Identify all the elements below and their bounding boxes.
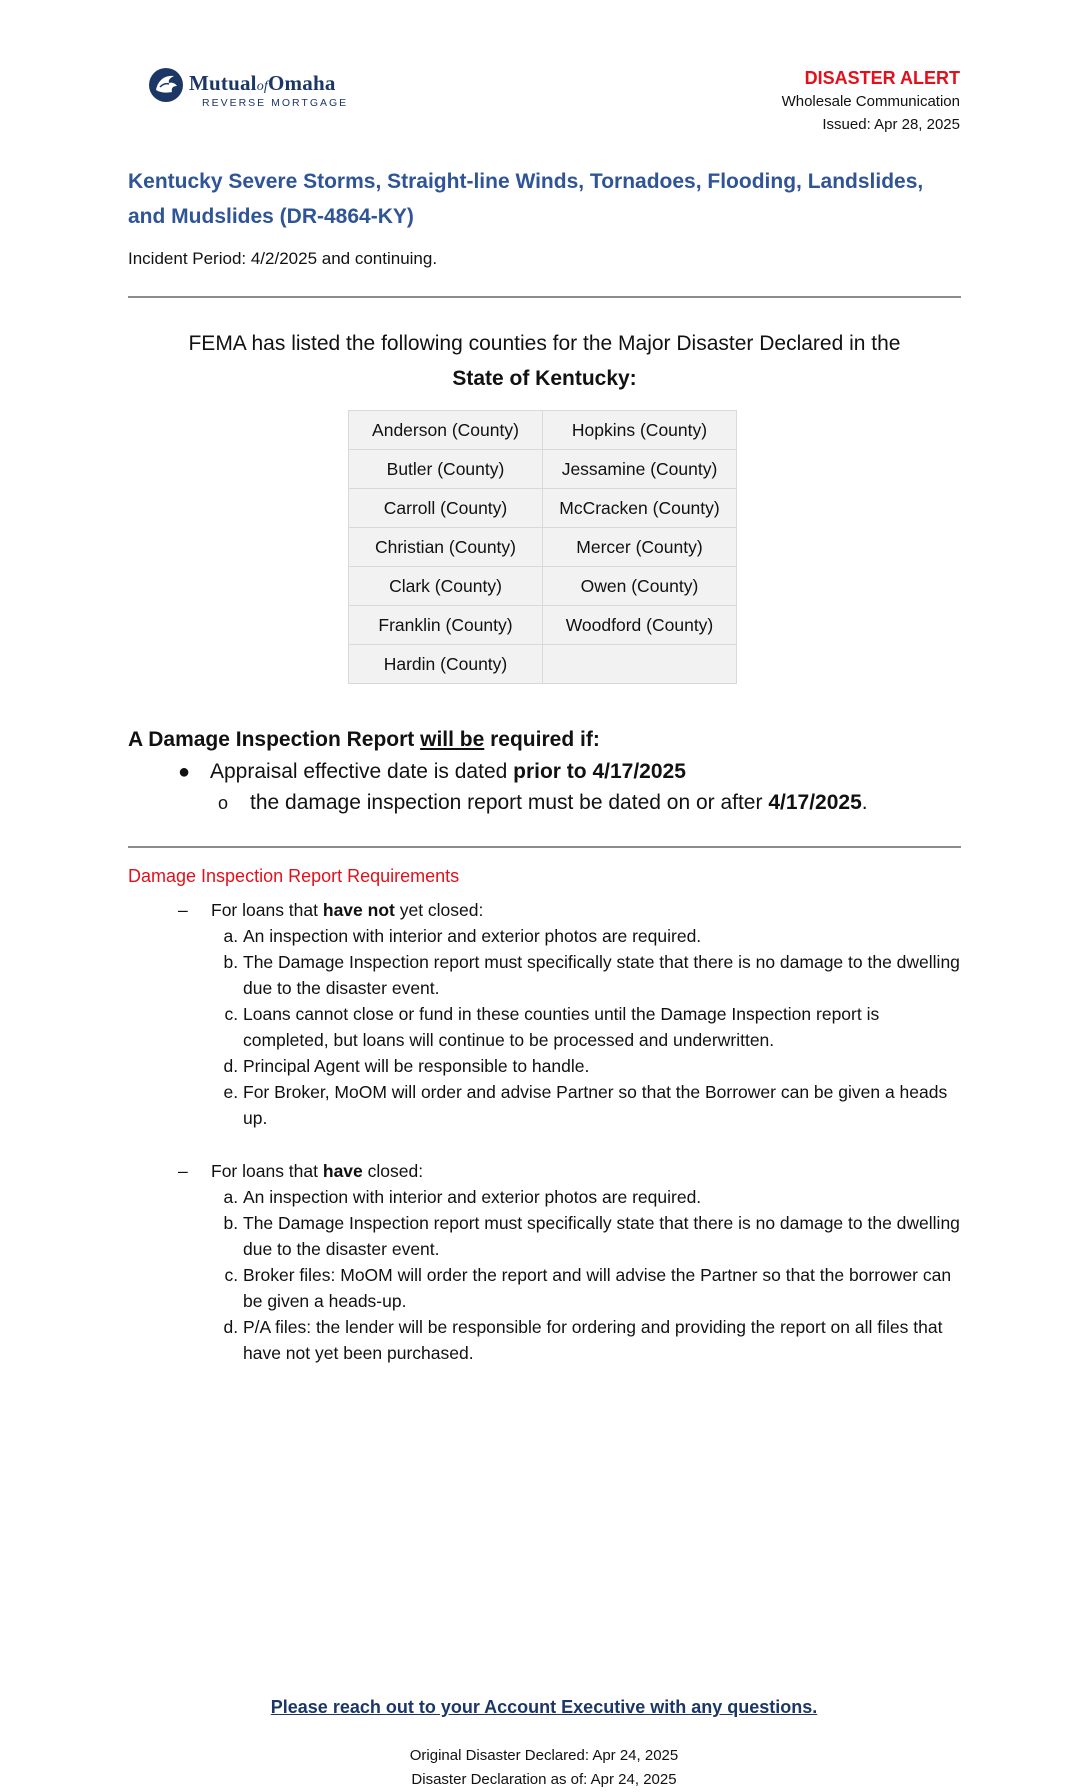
requirements-closed — [178, 1158, 968, 1366]
requirement-list — [178, 1184, 968, 1366]
table-row — [349, 450, 737, 489]
declaration-footer — [0, 1744, 1088, 1792]
alert-header — [782, 66, 960, 136]
county-cell: Hopkins (County) — [543, 411, 737, 450]
dash-icon: – — [178, 900, 188, 920]
logo-wordmark: MutualofOmaha — [189, 71, 336, 95]
county-cell: McCracken (County) — [543, 489, 737, 528]
county-cell: Owen (County) — [543, 567, 737, 606]
county-cell: Anderson (County) — [349, 411, 543, 450]
fema-intro: FEMA has listed the following counties for the Major Disaster Declared in the State of Kentucky: — [128, 326, 961, 396]
company-logo — [147, 66, 357, 114]
group-lead: For loans that have not yet closed: — [211, 900, 484, 920]
list-item: c. Broker files: MoOM will order the report and will advise the Partner so that the borrower can be given a heads-up. — [243, 1262, 968, 1314]
list-item: b. The Damage Inspection report must specifically state that there is no damage to the dwelling due to the disaster event. — [243, 1210, 968, 1262]
contact-link[interactable]: Please reach out to your Account Executive with any questions. — [270, 1697, 818, 1717]
county-cell: Carroll (County) — [349, 489, 543, 528]
county-cell — [543, 645, 737, 684]
original-declared: Original Disaster Declared: Apr 24, 2025 — [409, 1747, 679, 1764]
divider — [128, 846, 961, 848]
table-row — [349, 528, 737, 567]
communication-type: Wholesale Communication — [781, 93, 960, 110]
list-item: d. Principal Agent will be responsible to handle. — [243, 1053, 968, 1079]
list-item: c. Loans cannot close or fund in these counties until the Damage Inspection report is completed, but loans will continue to be processed and underwritten. — [243, 1001, 968, 1053]
group-lead: For loans that have closed: — [211, 1161, 424, 1181]
county-cell: Hardin (County) — [349, 645, 543, 684]
alert-title: DISASTER ALERT — [804, 68, 960, 88]
dir-heading: A Damage Inspection Report will be required if: — [128, 728, 600, 751]
county-cell: Jessamine (County) — [543, 450, 737, 489]
county-cell: Clark (County) — [349, 567, 543, 606]
state-name: State of Kentucky: — [452, 367, 637, 390]
logo-subtitle: REVERSE MORTGAGE — [202, 97, 349, 109]
dir-subcondition: o the damage inspection report must be dated on or after 4/17/2025. — [218, 791, 868, 814]
county-cell: Butler (County) — [349, 450, 543, 489]
county-cell: Christian (County) — [349, 528, 543, 567]
county-cell: Woodford (County) — [543, 606, 737, 645]
county-cell: Franklin (County) — [349, 606, 543, 645]
counties-table — [348, 410, 737, 684]
list-item: e. For Broker, MoOM will order and advise Partner so that the Borrower can be given a heads up. — [243, 1079, 968, 1131]
divider — [128, 296, 961, 298]
declaration-as-of: Disaster Declaration as of: Apr 24, 2025 — [411, 1771, 677, 1788]
circle-bullet-icon: o — [218, 793, 229, 813]
disaster-title: Kentucky Severe Storms, Straight-line Winds, Tornadoes, Flooding, Landslides, and Mudslides (DR-4864-KY) — [128, 170, 924, 228]
table-row — [349, 411, 737, 450]
list-item: a. An inspection with interior and exterior photos are required. — [243, 1184, 968, 1210]
table-row — [349, 606, 737, 645]
table-row — [349, 645, 737, 684]
requirement-list — [178, 923, 968, 1131]
lion-logo-icon — [147, 66, 185, 104]
dir-condition: ● Appraisal effective date is dated prior to 4/17/2025 — [178, 760, 686, 783]
list-item: d. P/A files: the lender will be responsible for ordering and providing the report on all files that have not yet been purchased. — [243, 1314, 968, 1366]
list-item: a. An inspection with interior and exterior photos are required. — [243, 923, 968, 949]
bullet-icon: ● — [178, 761, 191, 783]
issued-date: Issued: Apr 28, 2025 — [822, 116, 960, 133]
dash-icon: – — [178, 1161, 188, 1181]
incident-period: Incident Period: 4/2/2025 and continuing. — [128, 249, 438, 268]
table-row — [349, 489, 737, 528]
list-item: b. The Damage Inspection report must specifically state that there is no damage to the dwelling due to the disaster event. — [243, 949, 968, 1001]
requirements-heading: Damage Inspection Report Requirements — [128, 866, 460, 886]
table-row — [349, 567, 737, 606]
county-cell: Mercer (County) — [543, 528, 737, 567]
requirements-not-closed — [178, 897, 968, 1131]
